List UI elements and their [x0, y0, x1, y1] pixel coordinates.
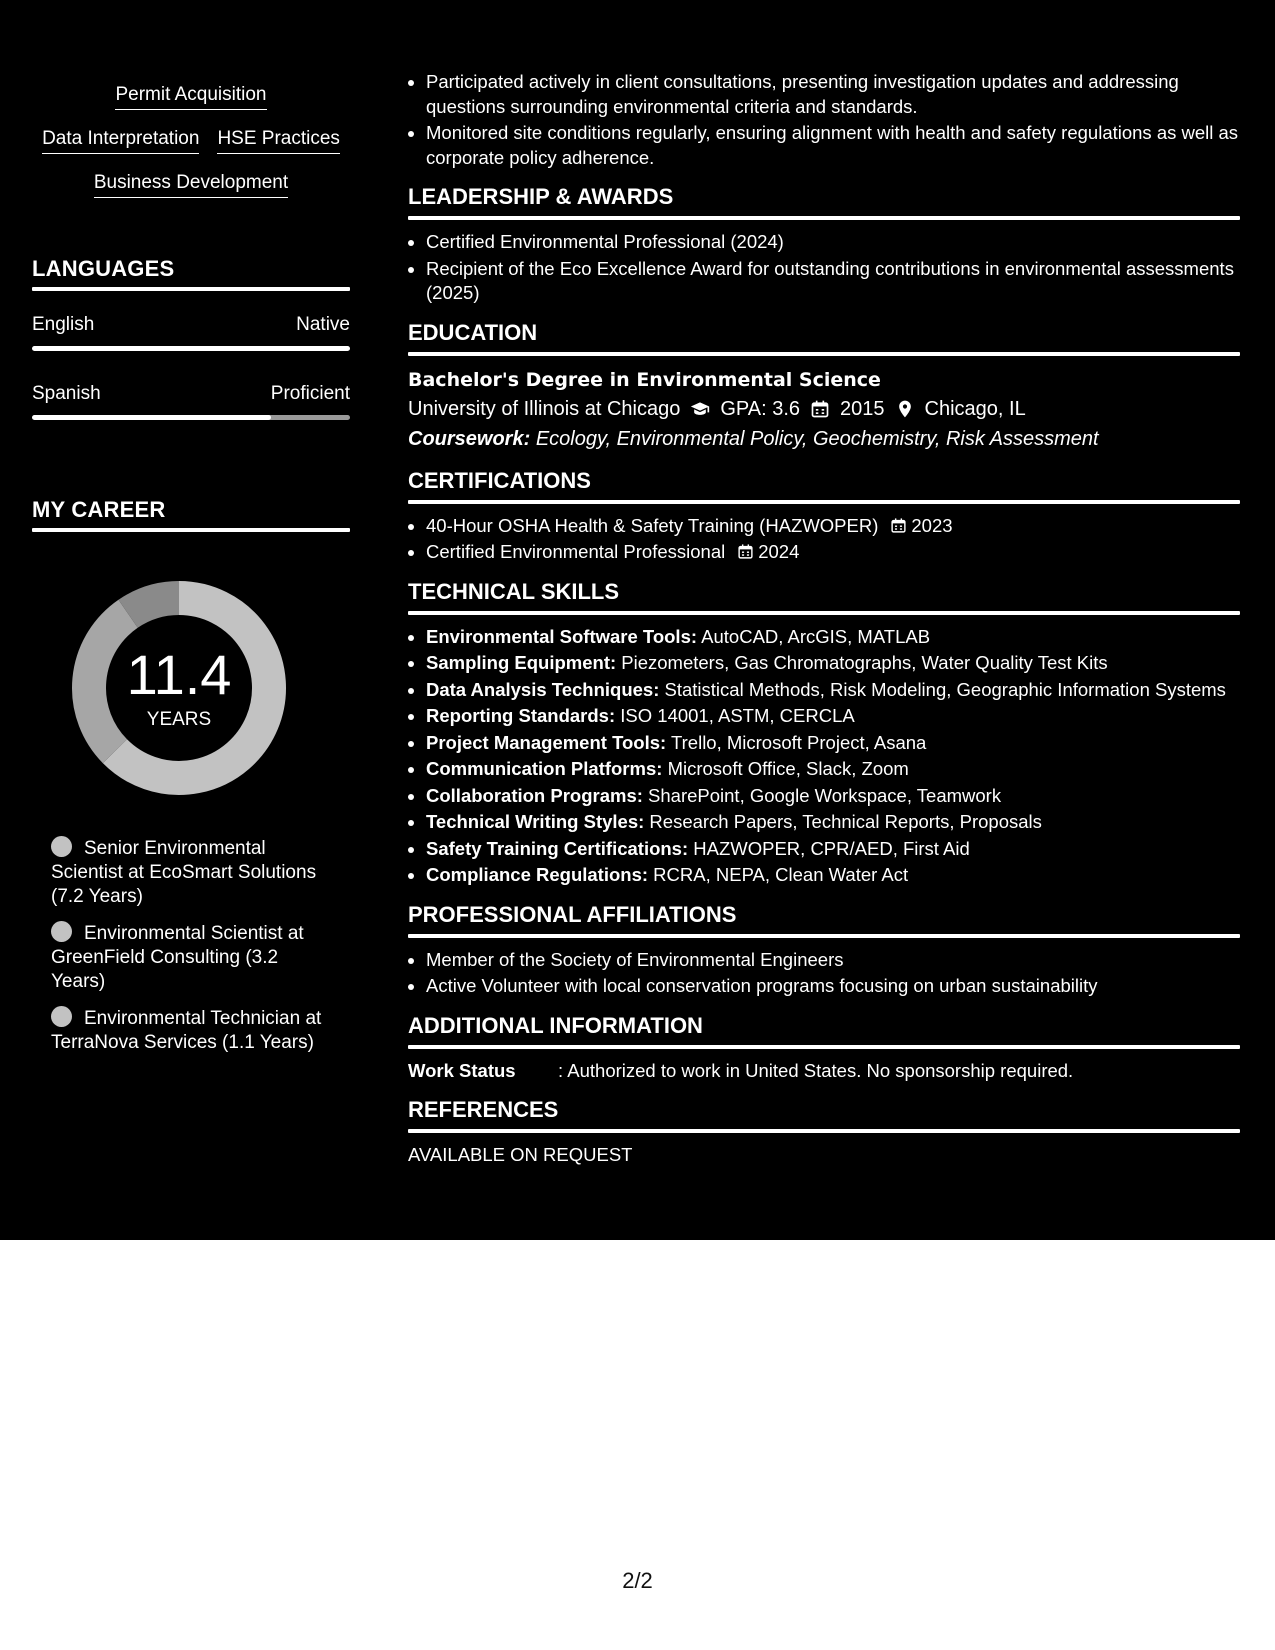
career-total-unit: YEARS [146, 709, 212, 730]
experience-tail [408, 70, 1240, 170]
skill-item: • Reporting Standards: ISO 14001, ASTM, CERCLA [426, 704, 1240, 729]
section-rule [32, 528, 350, 532]
references-section [408, 1097, 1240, 1167]
skill-item: • Sampling Equipment: Piezometers, Gas Chromatographs, Water Quality Test Kits [426, 651, 1240, 676]
section-title: REFERENCES [408, 1096, 559, 1122]
skill-row-3 [32, 172, 350, 198]
education-section [408, 320, 1240, 454]
language-level: Proficient [270, 383, 350, 404]
school-location: Chicago, IL [924, 397, 1026, 420]
language-name: English [32, 314, 95, 335]
skill-tag: Permit Acquisition [115, 84, 266, 110]
section-rule [408, 934, 1240, 938]
calendar-icon [890, 517, 907, 534]
skill-row-2 [32, 128, 350, 154]
language-spanish [32, 383, 350, 420]
calendar-icon [737, 543, 754, 560]
section-rule [408, 352, 1240, 356]
page-number: 2/2 [622, 1568, 653, 1593]
section-title: LEADERSHIP & AWARDS [408, 184, 674, 209]
certifications-section [408, 468, 1240, 565]
skill-tag: HSE Practices [217, 128, 339, 154]
left-sidebar [0, 0, 382, 1240]
career-item: Environmental Scientist at GreenField Consulting (3.2 Years) [51, 923, 304, 992]
skill-tag: Data Interpretation [42, 128, 199, 154]
work-status-value: : Authorized to work in United States. No sponsorship required. [558, 1059, 1074, 1081]
references-text: AVAILABLE ON REQUEST [408, 1143, 633, 1165]
skill-item: • Communication Platforms: Microsoft Office, Slack, Zoom [426, 757, 1240, 782]
certification-item: • 40-Hour OSHA Health & Safety Training (HAZWOPER) 2023 [426, 514, 1240, 539]
bullet-item: • Participated actively in client consultations, presenting investigation updates and addressing questions surrounding environmental criteria and standards. [426, 70, 1240, 119]
language-bar [32, 415, 350, 420]
skill-item: • Environmental Software Tools: AutoCAD, ArcGIS, MATLAB [426, 625, 1240, 650]
skill-item: • Data Analysis Techniques: Statistical Methods, Risk Modeling, Geographic Information Systems [426, 678, 1240, 703]
bullet-dot [51, 1006, 72, 1027]
gpa: GPA: 3.6 [720, 397, 801, 420]
language-bar-fill [32, 415, 271, 420]
work-status [408, 1059, 1240, 1083]
skill-item: • Collaboration Programs: SharePoint, Google Workspace, Teamwork [426, 784, 1240, 809]
calendar-icon [810, 399, 830, 419]
language-bar [32, 346, 350, 351]
affiliations-section [408, 902, 1240, 999]
technical-skills-section [408, 579, 1240, 888]
career-total [66, 575, 292, 801]
skill-item: • Project Management Tools: Trello, Microsoft Project, Asana [426, 731, 1240, 756]
section-title: PROFESSIONAL AFFILIATIONS [408, 901, 737, 927]
certification-item: • Certified Environmental Professional 2024 [426, 540, 1240, 565]
section-title: TECHNICAL SKILLS [408, 578, 620, 604]
section-rule [408, 1045, 1240, 1049]
bullet-dot [51, 836, 72, 857]
section-rule [408, 500, 1240, 504]
bullet-item: • Member of the Society of Environmental Engineers [426, 948, 1240, 973]
skill-item: • Safety Training Certifications: HAZWOPER, CPR/AED, First Aid [426, 837, 1240, 862]
bullet-item: • Monitored site conditions regularly, ensuring alignment with health and safety regulations as well as corporate policy adherence. [426, 121, 1240, 170]
bullet-item: • Certified Environmental Professional (2024) [426, 230, 1240, 255]
career-title: MY CAREER [32, 497, 166, 522]
language-bar-fill [32, 346, 350, 351]
language-english [32, 314, 350, 351]
education-details [408, 394, 1240, 424]
language-name: Spanish [32, 383, 101, 404]
work-status-label: Work Status [408, 1059, 516, 1081]
section-rule [32, 287, 350, 291]
section-title: ADDITIONAL INFORMATION [408, 1012, 703, 1038]
section-title: EDUCATION [408, 319, 538, 345]
degree: Bachelor's Degree in Environmental Science [408, 368, 881, 391]
section-rule [408, 611, 1240, 615]
graduation-year: 2015 [840, 397, 885, 420]
main-content [408, 70, 1240, 1177]
skill-item: • Technical Writing Styles: Research Papers, Technical Reports, Proposals [426, 810, 1240, 835]
career-item: Environmental Technician at TerraNova Services (1.1 Years) [51, 1008, 322, 1053]
skill-row-1 [32, 84, 350, 110]
skill-tag: Business Development [94, 172, 288, 198]
leadership-section [408, 184, 1240, 306]
skill-item: • Compliance Regulations: RCRA, NEPA, Clean Water Act [426, 863, 1240, 888]
coursework: Coursework: Ecology, Environmental Policy, Geochemistry, Risk Assessment [408, 427, 1099, 450]
language-level: Native [296, 314, 350, 335]
section-title: CERTIFICATIONS [408, 467, 591, 493]
location-pin-icon [895, 399, 915, 419]
section-rule [408, 1129, 1240, 1133]
bullet-item: • Active Volunteer with local conservation programs focusing on urban sustainability [426, 974, 1240, 999]
career-item: Senior Environmental Scientist at EcoSmart Solutions (7.2 Years) [51, 838, 317, 907]
additional-section [408, 1013, 1240, 1083]
bullet-item: • Recipient of the Eco Excellence Award for outstanding contributions in environmental assessments (2025) [426, 257, 1240, 306]
school-name: University of Illinois at Chicago [408, 397, 681, 420]
career-list [51, 836, 331, 1067]
section-rule [408, 216, 1240, 220]
skill-tags [32, 84, 350, 216]
graduation-cap-icon [690, 399, 710, 419]
languages-title: LANGUAGES [32, 256, 175, 281]
career-total-value: 11.4 [126, 643, 232, 706]
bullet-dot [51, 921, 72, 942]
